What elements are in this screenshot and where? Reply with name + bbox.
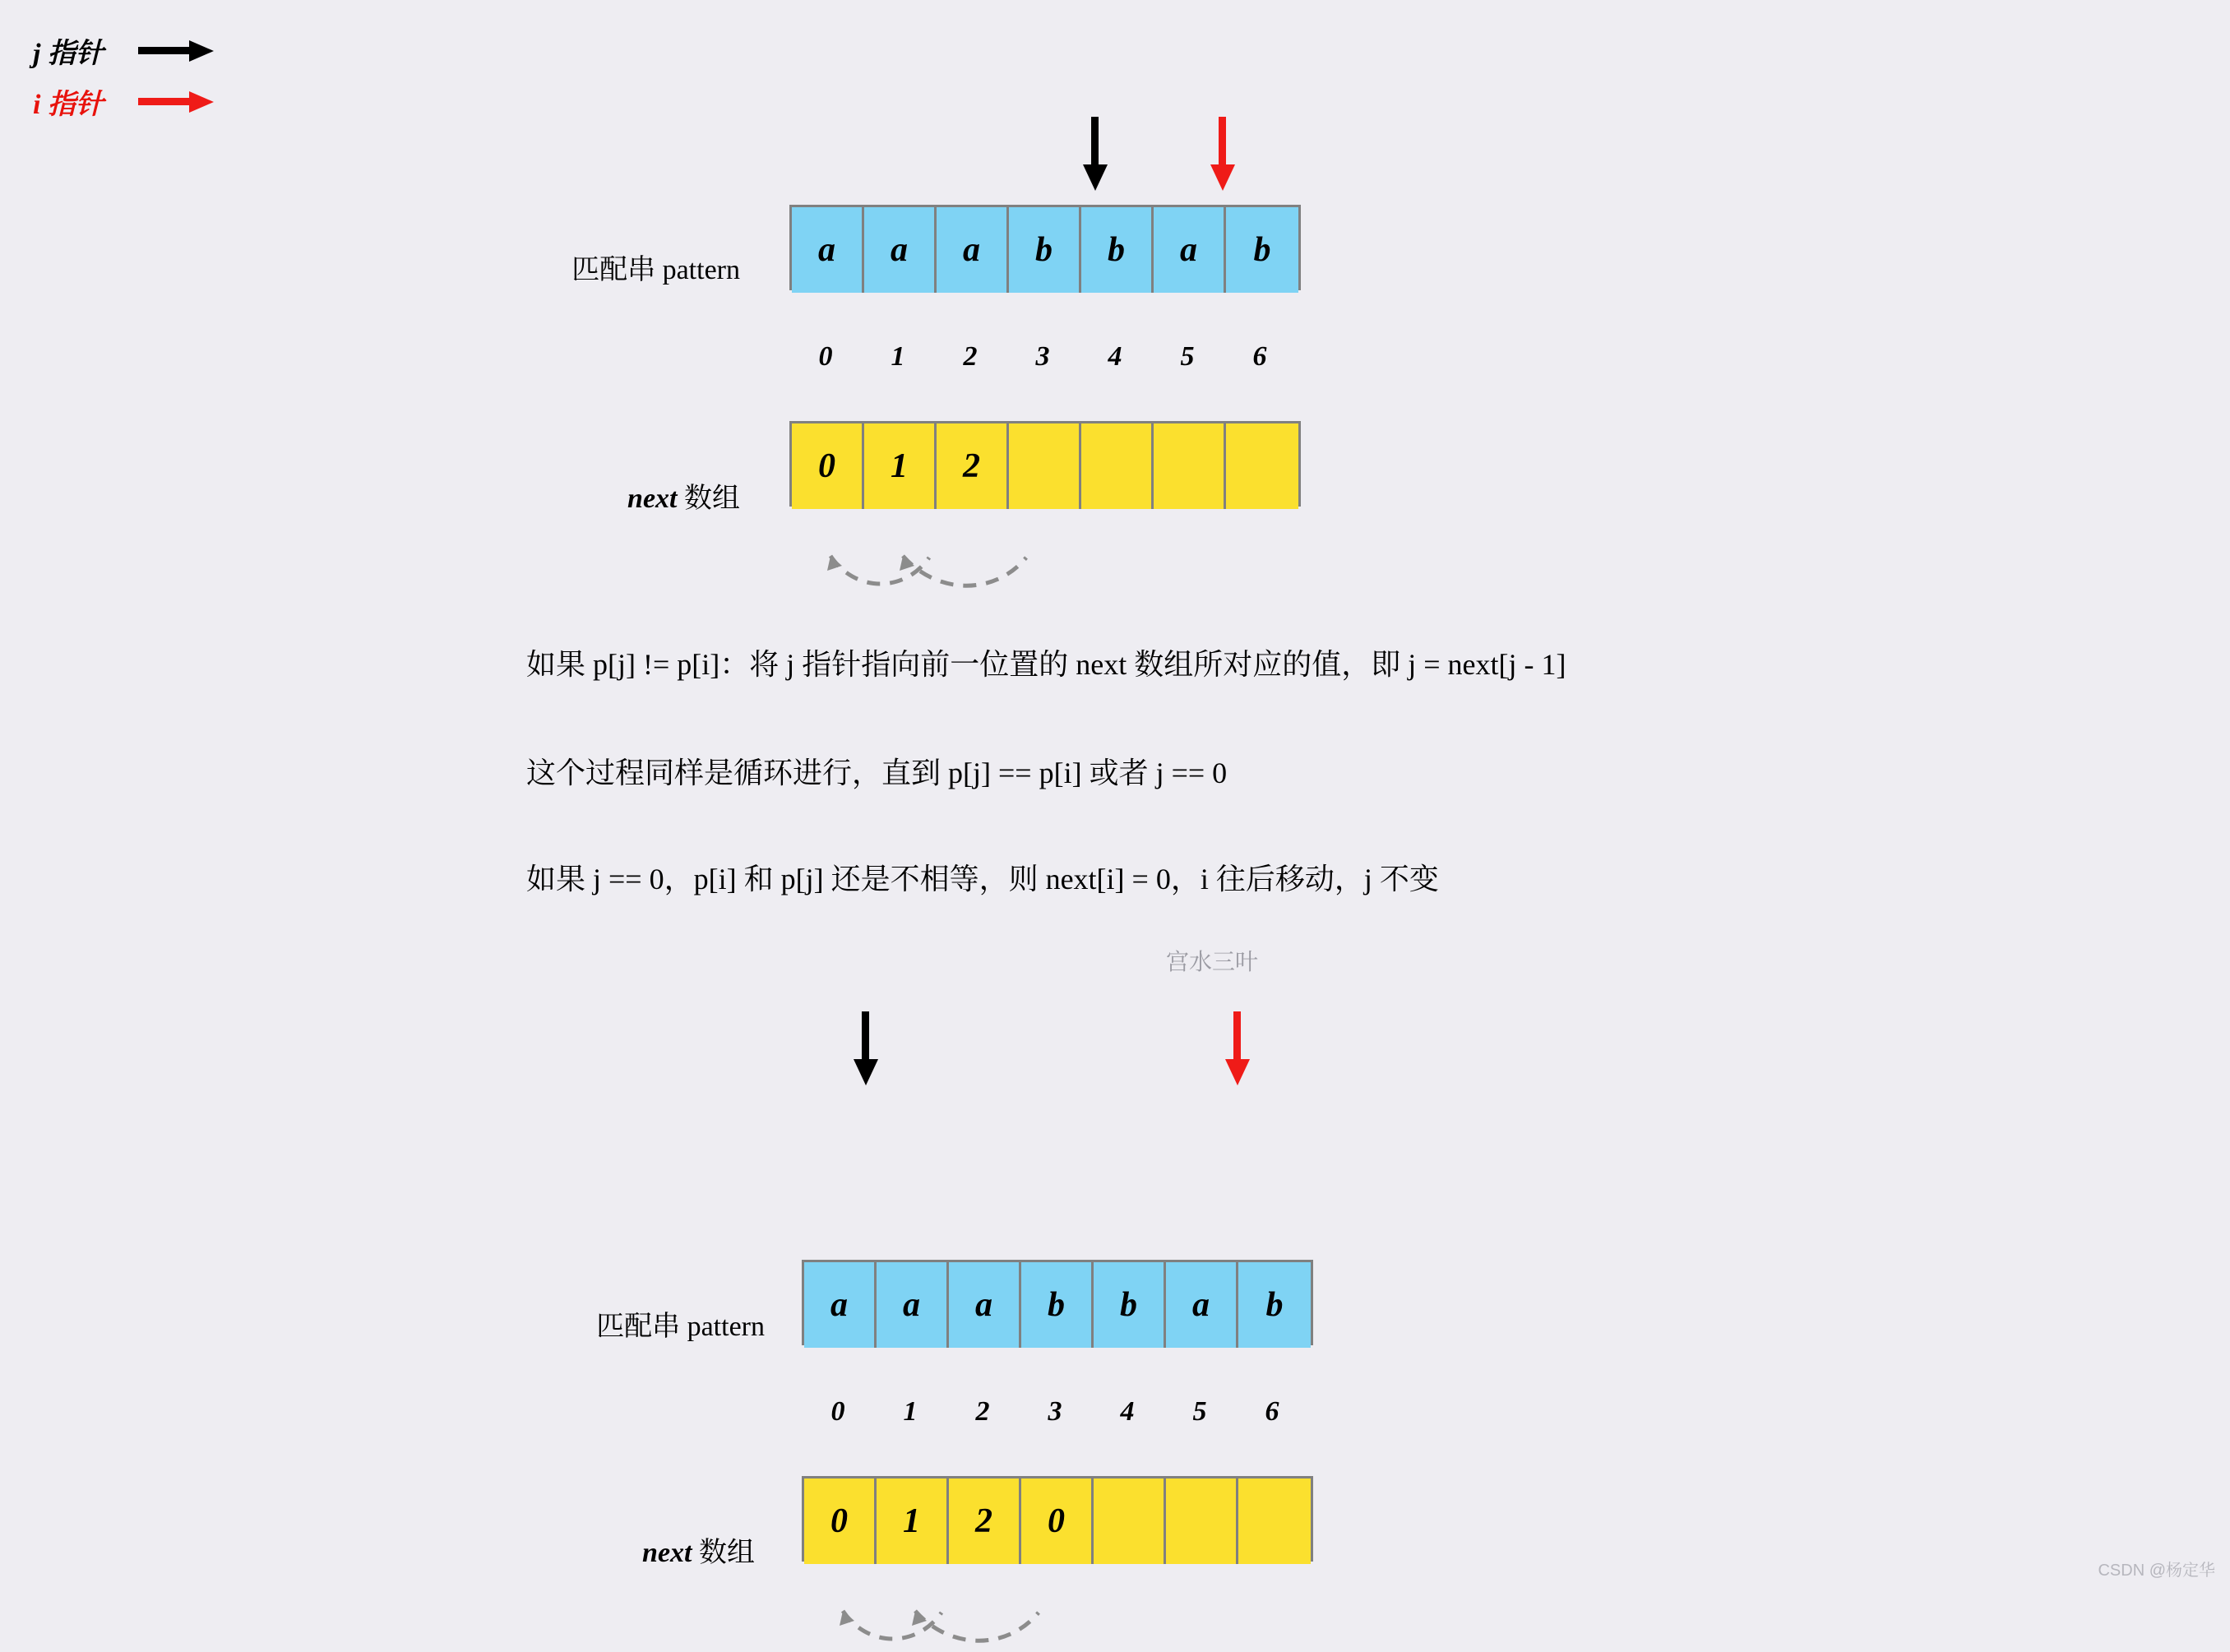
next-cell	[1081, 423, 1154, 509]
pattern-cell: b	[1021, 1262, 1094, 1348]
legend-label-i: i 指针	[33, 89, 104, 120]
index-label: 4	[1120, 1396, 1135, 1427]
pattern-cell: a	[1154, 207, 1226, 293]
note-line-1: 如果 p[j] != p[i]：将 j 指针指向前一位置的 next 数组所对应的值，即 j = next[j - 1]	[526, 648, 1566, 681]
next-cell	[1154, 423, 1226, 509]
next-cell	[1009, 423, 1081, 509]
next-cell: 0	[804, 1478, 877, 1564]
next-cells-bottom	[802, 1476, 1313, 1562]
pattern-cell: b	[1226, 207, 1298, 293]
next-cell	[1094, 1478, 1166, 1564]
index-label: 2	[975, 1396, 990, 1427]
pattern-cell: b	[1238, 1262, 1311, 1348]
j-pointer-arrow-bottom	[854, 1011, 878, 1085]
next-cell: 0	[1021, 1478, 1094, 1564]
next-cell: 1	[864, 423, 937, 509]
pattern-cell: b	[1009, 207, 1081, 293]
back-reference-arrows-bottom	[818, 1562, 1164, 1652]
index-row-top	[789, 341, 1301, 373]
pattern-cell: b	[1094, 1262, 1166, 1348]
next-row-label-top: next 数组	[627, 484, 740, 514]
next-cell: 2	[937, 423, 1009, 509]
next-cell: 1	[877, 1478, 949, 1564]
pattern-cell: a	[792, 207, 864, 293]
diagram-top	[0, 0, 2230, 625]
i-pointer-arrow-bottom	[1225, 1011, 1250, 1085]
index-label: 4	[1108, 341, 1122, 372]
i-pointer-arrow-top	[1210, 117, 1235, 191]
diagram-bottom	[0, 970, 2230, 1589]
pattern-cell: a	[949, 1262, 1021, 1348]
index-label: 5	[1180, 341, 1195, 372]
legend-label-j: j 指针	[33, 38, 104, 69]
j-pointer-arrow-top	[1083, 117, 1108, 191]
index-label: 2	[963, 341, 978, 372]
pattern-cell: a	[804, 1262, 877, 1348]
pattern-row-label-top: 匹配串 pattern	[571, 255, 740, 285]
index-label: 3	[1035, 341, 1050, 372]
index-label: 3	[1048, 1396, 1062, 1427]
pattern-cell: a	[937, 207, 1009, 293]
index-row-bottom	[802, 1396, 1313, 1428]
pattern-cell: b	[1081, 207, 1154, 293]
index-label: 1	[903, 1396, 918, 1427]
next-row-label-bottom: next 数组	[642, 1538, 755, 1568]
next-cell	[1226, 423, 1298, 509]
pattern-cells-top	[789, 205, 1301, 290]
pattern-cell: a	[877, 1262, 949, 1348]
pattern-cells-bottom	[802, 1260, 1313, 1345]
next-cell: 2	[949, 1478, 1021, 1564]
next-cell	[1238, 1478, 1311, 1564]
index-label: 1	[891, 341, 905, 372]
next-cell: 0	[792, 423, 864, 509]
credit-watermark: CSDN @杨定华	[2098, 1562, 2215, 1580]
next-cell	[1166, 1478, 1238, 1564]
index-label: 0	[830, 1396, 845, 1427]
next-cells-top	[789, 421, 1301, 507]
back-reference-arrows-top	[806, 507, 1151, 597]
pattern-row-label-bottom: 匹配串 pattern	[596, 1312, 765, 1342]
note-line-3: 如果 j == 0，p[i] 和 p[j] 还是不相等，则 next[i] = 0，i 往后移动，j 不变	[526, 863, 1439, 895]
pattern-cell: a	[864, 207, 937, 293]
note-line-2: 这个过程同样是循环进行，直到 p[j] == p[i] 或者 j == 0	[526, 757, 1228, 789]
index-label: 6	[1252, 341, 1267, 372]
index-label: 6	[1265, 1396, 1279, 1427]
pattern-cell: a	[1166, 1262, 1238, 1348]
watermark: 宫水三叶	[1166, 949, 1259, 974]
index-label: 0	[818, 341, 833, 372]
index-label: 5	[1192, 1396, 1207, 1427]
